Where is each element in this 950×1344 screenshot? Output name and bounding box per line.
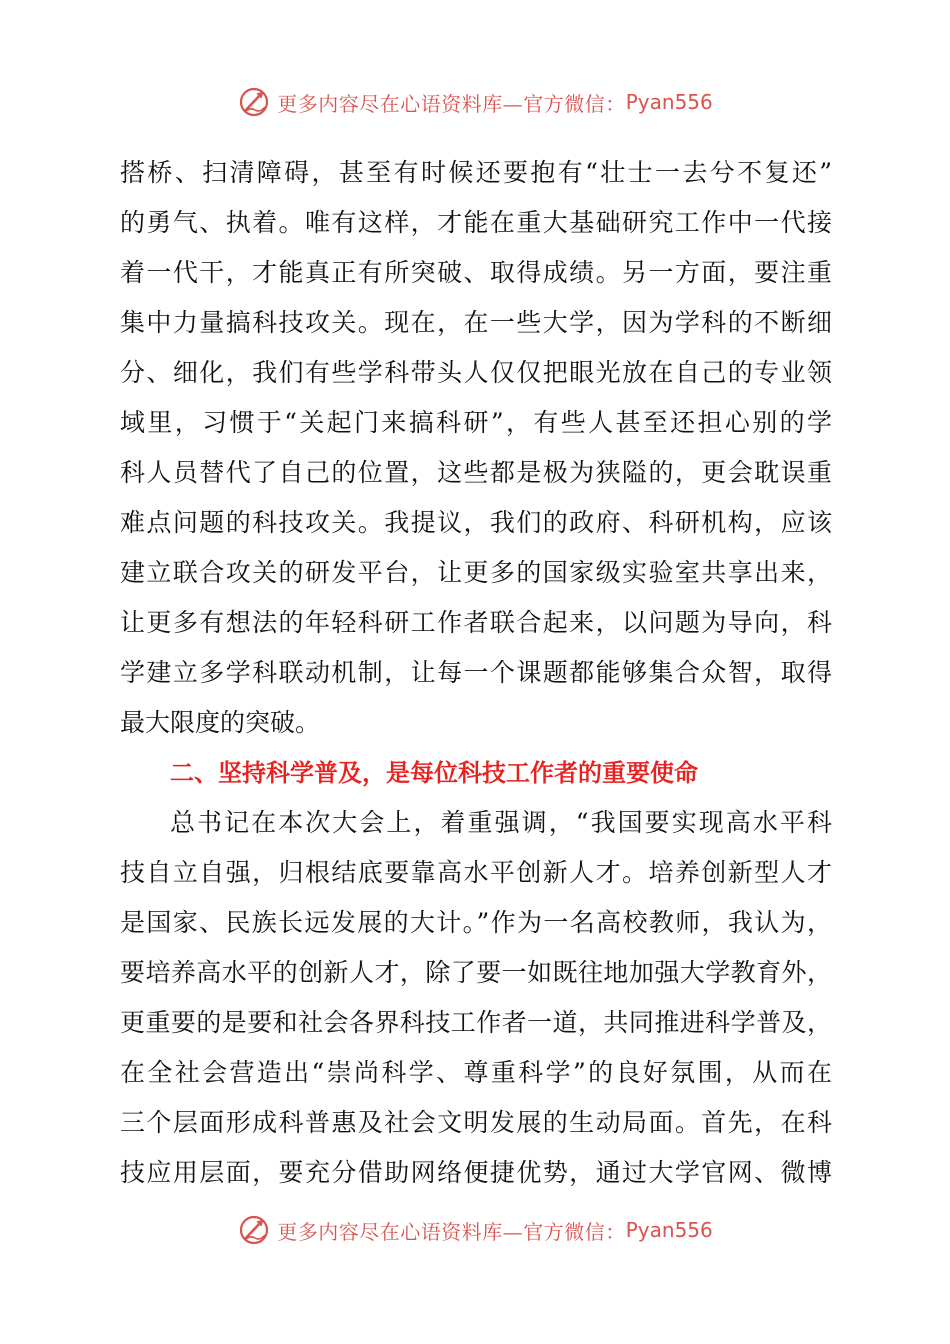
- footer-watermark-banner: [0, 1210, 950, 1250]
- paragraph-line: 总书记在本次大会上，着重强调，“我国要实现高水平科: [170, 808, 832, 837]
- pen-logo-icon: [237, 85, 271, 119]
- section-heading: 二、坚持科学普及，是每位科技工作者的重要使命: [170, 759, 698, 787]
- footer-watermark-id: Pyan556: [625, 1218, 713, 1242]
- paragraph-line: 建立联合攻关的研发平台，让更多的国家级实验室共享出来，: [120, 558, 832, 587]
- paragraph-line: 难点问题的科技攻关。我提议，我们的政府、科研机构，应该: [120, 508, 832, 537]
- paragraph-line: 要培养高水平的创新人才，除了要一如既往地加强大学教育外，: [120, 958, 832, 987]
- paragraph-line: 科人员替代了自己的位置，这些都是极为狭隘的，更会耽误重: [120, 458, 832, 487]
- paragraph-2: [120, 798, 832, 1198]
- paragraph-line: 在全社会营造出“崇尚科学、尊重科学”的良好氛围，从而在: [120, 1058, 832, 1087]
- paragraph-line: 技自立自强，归根结底要靠高水平创新人才。培养创新型人才: [120, 858, 832, 887]
- paragraph-line: 分、细化，我们有些学科带头人仅仅把眼光放在自己的专业领: [120, 358, 832, 387]
- paragraph-line: 三个层面形成科普惠及社会文明发展的生动局面。首先，在科: [120, 1108, 832, 1137]
- paragraph-line: 让更多有想法的年轻科研工作者联合起来，以问题为导向，科: [120, 608, 832, 637]
- paragraph-line: 着一代干，才能真正有所突破、取得成绩。另一方面，要注重: [120, 258, 832, 287]
- paragraph-line: 搭桥、扫清障碍，甚至有时候还要抱有“壮士一去兮不复还”: [120, 158, 832, 187]
- paragraph-line: 是国家、民族长远发展的大计。”作为一名高校教师，我认为，: [120, 908, 832, 937]
- paragraph-line: 更重要的是要和社会各界科技工作者一道，共同推进科学普及，: [120, 1008, 832, 1037]
- document-body: [120, 148, 832, 1198]
- paragraph-line: 域里，习惯于“关起门来搞科研”，有些人甚至还担心别的学: [120, 408, 832, 437]
- paragraph-line: 集中力量搞科技攻关。现在，在一些大学，因为学科的不断细: [120, 308, 832, 337]
- pen-logo-icon: [237, 1213, 271, 1247]
- header-watermark-text: 更多内容尽在心语资料库—官方微信：: [277, 91, 626, 116]
- footer-watermark-text: 更多内容尽在心语资料库—官方微信：: [277, 1219, 626, 1244]
- paragraph-line: 学建立多学科联动机制，让每一个课题都能够集合众智，取得: [120, 658, 832, 687]
- paragraph-line: 技应用层面，要充分借助网络便捷优势，通过大学官网、微博: [120, 1158, 832, 1187]
- header-watermark-id: Pyan556: [625, 90, 713, 114]
- paragraph-1: [120, 148, 832, 748]
- paragraph-line: 最大限度的突破。: [120, 708, 321, 737]
- paragraph-line: 的勇气、执着。唯有这样，才能在重大基础研究工作中一代接: [120, 208, 832, 237]
- header-watermark-banner: [0, 82, 950, 122]
